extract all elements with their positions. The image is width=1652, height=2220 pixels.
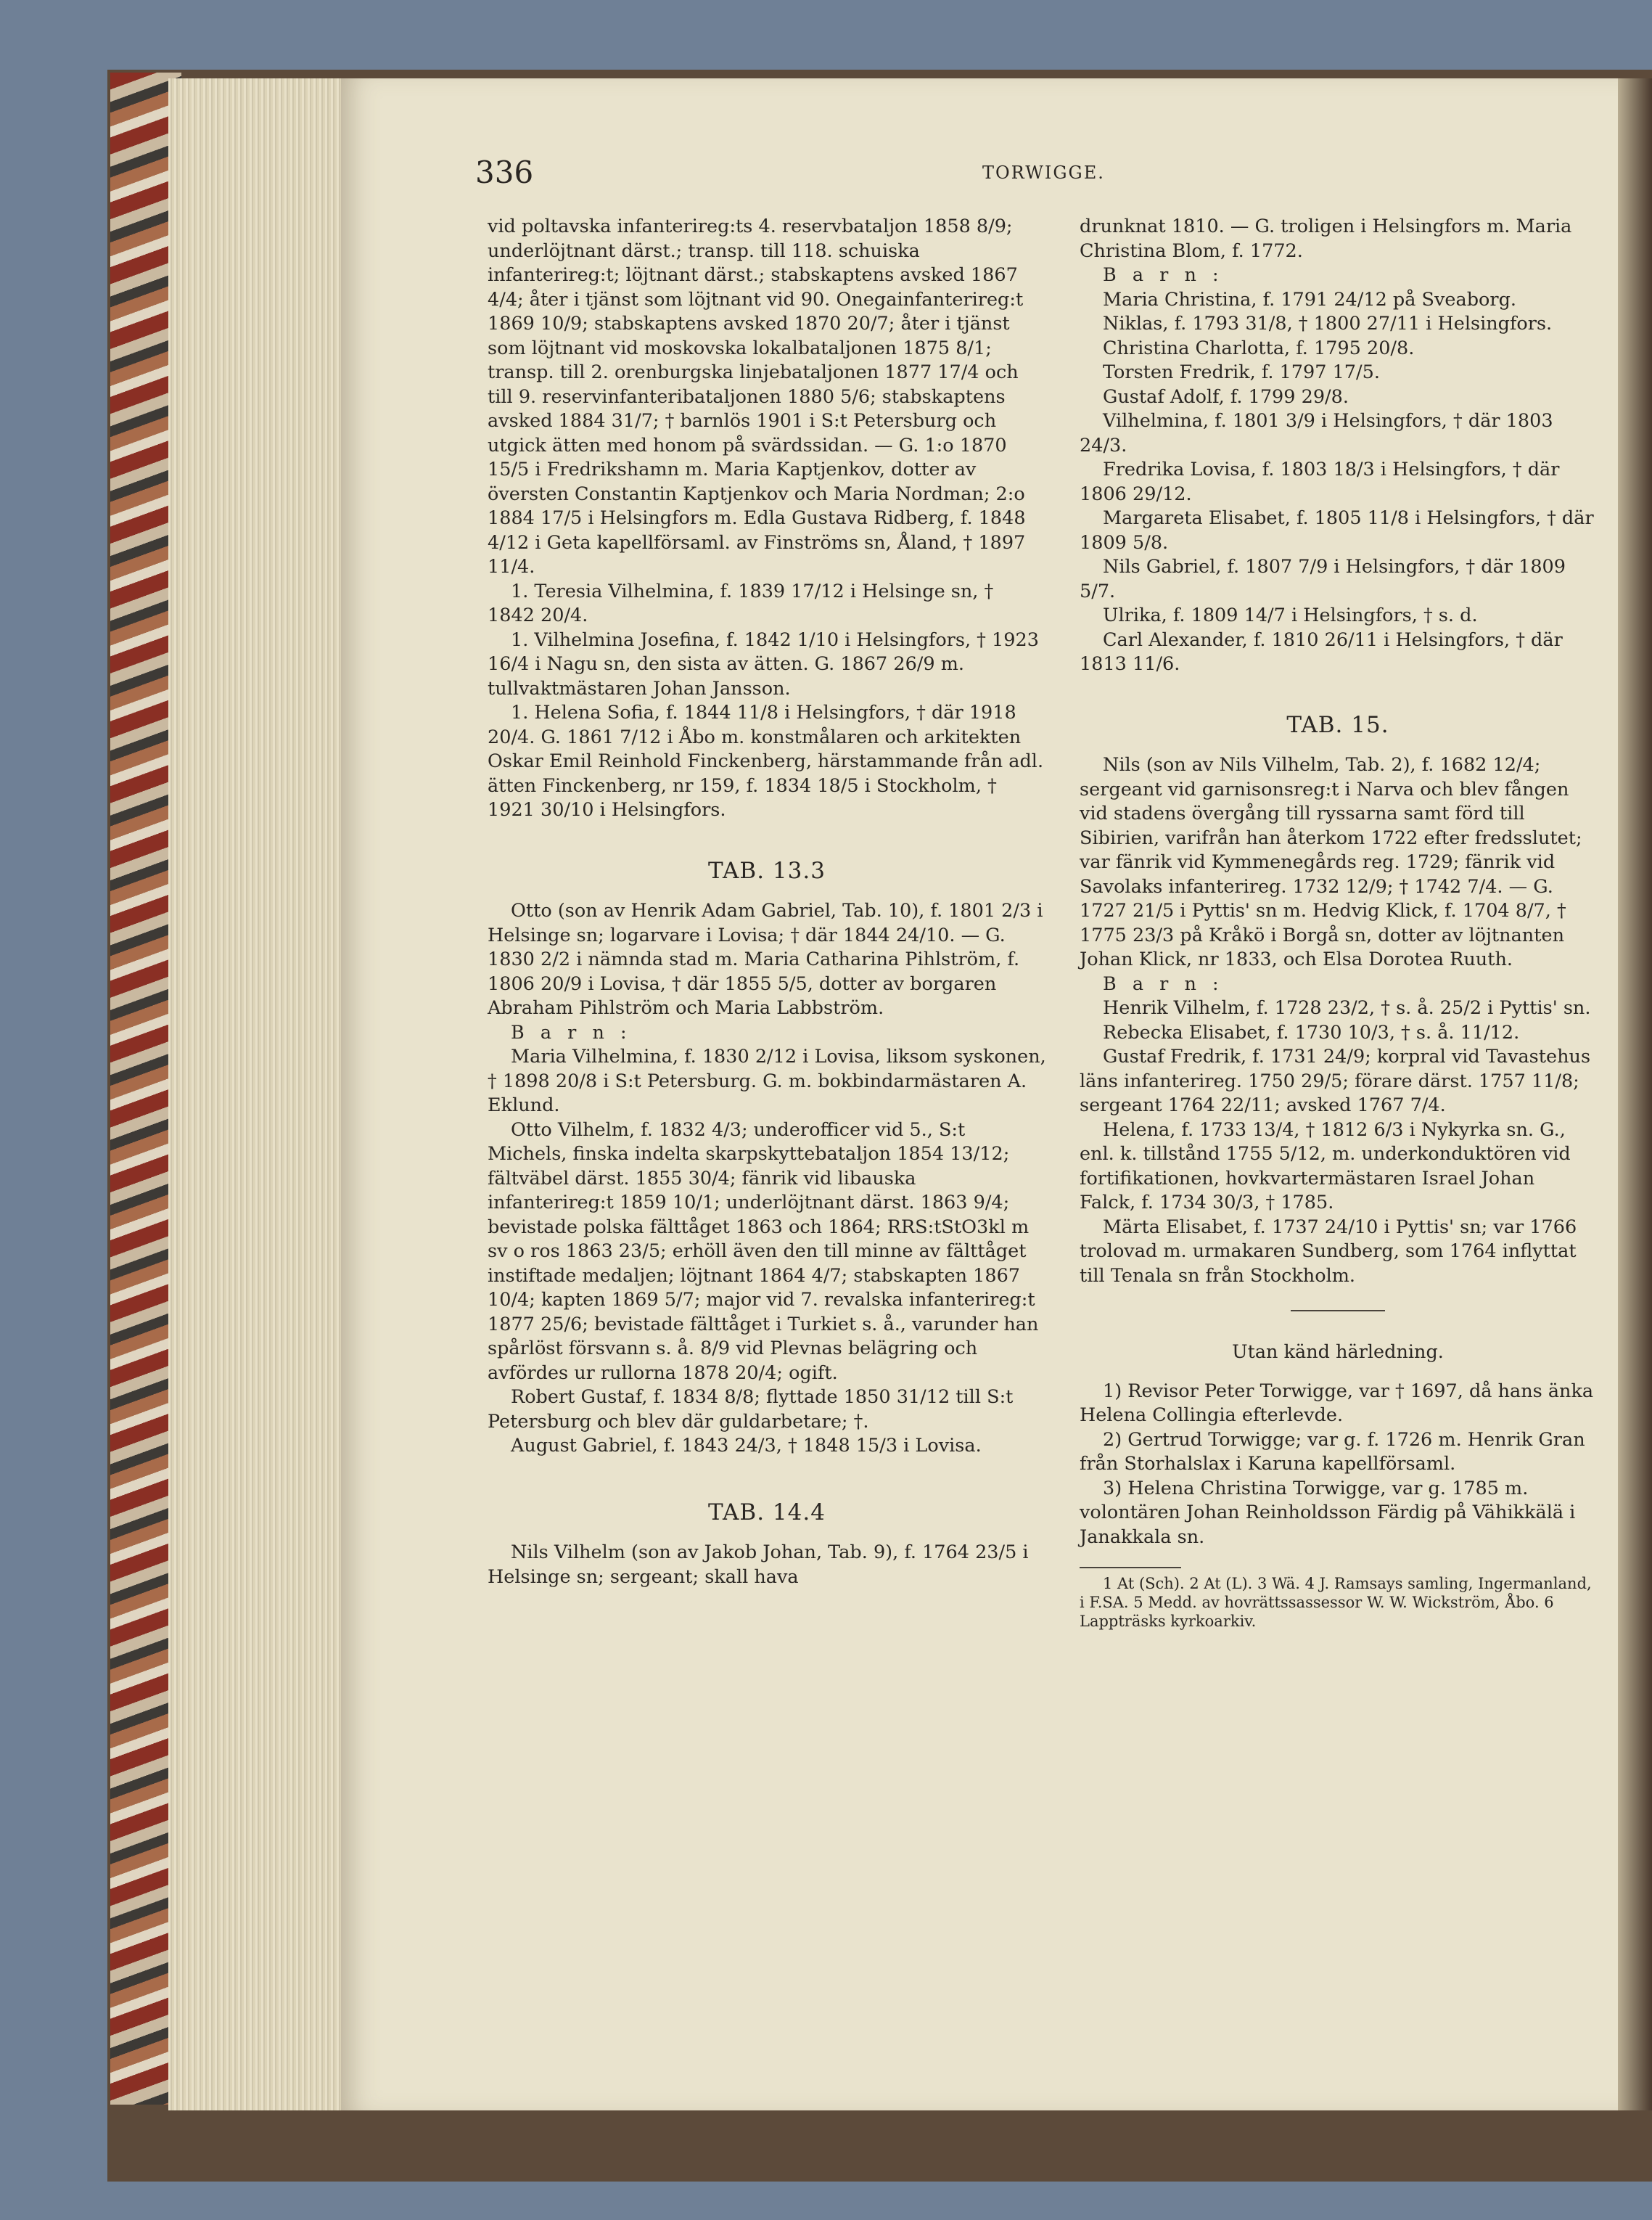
paragraph: Torsten Fredrik, f. 1797 17/5. [1103, 361, 1380, 383]
paragraph: Märta Elisabet, f. 1737 24/10 i Pyttis' sn; var 1766 trolovad m. urmakaren Sundberg, som 1764 inflyttat till Tenala sn från Stockholm. [1080, 1216, 1577, 1287]
paragraph: 1) Revisor Peter Torwigge, var † 1697, då hans änka Helena Collingia efterlevde. [1080, 1380, 1594, 1426]
footnotes: 1 At (Sch). 2 At (L). 3 Wä. 4 J. Ramsays samling, Ingermanland, i F.SA. 5 Medd. av hovrättssassessor W. W. Wickström, Åbo. 6 Lappträsks kyrkoarkiv. [1080, 1575, 1592, 1630]
paragraph: 1. Helena Sofia, f. 1844 11/8 i Helsingfors, † där 1918 20/4. G. 1861 7/12 i Åbo m. konstmålaren och arkitekten Oskar Emil Reinhold Finckenberg, härstammande från adl. ätten Finckenberg, nr 159, f. 1834 18/5 i Stockholm, † 1921 30/10 i Helsingfors. [488, 702, 1044, 821]
paragraph: Carl Alexander, f. 1810 26/11 i Helsingfors, † där 1813 11/6. [1080, 628, 1563, 675]
subheading: B a r n : [511, 1021, 632, 1044]
paragraph: Henrik Vilhelm, f. 1728 23/2, † s. å. 25/2 i Pyttis' sn. [1103, 997, 1591, 1019]
left-column [488, 215, 1046, 1589]
paragraph: 1. Vilhelmina Josefina, f. 1842 1/10 i Helsingfors, † 1923 16/4 i Nagu sn, den sista av ätten. G. 1867 26/9 m. tullvaktmästaren Johan Jansson. [488, 628, 1039, 700]
paragraph: Nils Vilhelm (son av Jakob Johan, Tab. 9), f. 1764 23/5 i Helsinge sn; sergeant; skall hava [488, 1541, 1029, 1588]
paragraph: Fredrika Lovisa, f. 1803 18/3 i Helsingfors, † där 1806 29/12. [1080, 459, 1560, 505]
paragraph: vid poltavska infanterireg:ts 4. reservbataljon 1858 8/9; underlöjtnant därst.; transp. till 118. schuiska infanterireg:t; löjtnant därst.; stabskaptens avsked 1867 4/4; åter i tjänst som löjtnant vid 90. Onegainfanterireg:t 1869 10/9; stabskaptens avsked 1870 20/7; åter i tjänst som löjtnant vid moskovska lokalbataljonen 1875 8/1; transp. till 2. orenburgska linjebataljonen 1877 17/4 och till 9. reservinfanteribataljonen 1880 5/6; stabskaptens avsked 1884 31/7; † barnlös 1901 i S:t Petersburg och utgick ätten med honom på svärdssidan. — G. 1:o 1870 15/5 i Fredrikshamn m. Maria Kaptjenkov, dotter av översten Constantin Kaptjenkov och Maria Nordman; 2:o 1884 17/5 i Helsingfors m. Edla Gustava Ridberg, f. 1848 4/12 i Geta kapellförsaml. av Finströms sn, Åland, † 1897 11/4. [488, 216, 1026, 578]
paragraph: Maria Christina, f. 1791 24/12 på Sveaborg. [1103, 288, 1517, 311]
right-column [1080, 215, 1596, 1631]
paragraph: August Gabriel, f. 1843 24/3, † 1848 15/3 i Lovisa. [511, 1435, 982, 1457]
paragraph: Robert Gustaf, f. 1834 8/8; flyttade 1850 31/12 till S:t Petersburg och blev där guldarbetare; †. [488, 1386, 1014, 1433]
paragraph: Rebecka Elisabet, f. 1730 10/3, † s. å. 11/12. [1103, 1021, 1520, 1044]
page-edges [168, 78, 341, 2110]
section-heading: TAB. 14.4 [708, 1499, 826, 1525]
paragraph: Otto Vilhelm, f. 1832 4/3; underofficer vid 5., S:t Michels, finska indelta skarpskyttebataljon 1854 13/12; fältväbel därst. 1855 30/4; fänrik vid libauska infanterireg:t 1859 10/1; underlöjtnant därst. 1863 9/4; bevistade polska fälttåget 1863 och 1864; RRS:tStO3kl m sv o ros 1863 23/5; erhöll även den till minne av fälttåget instiftade medaljen; löjtnant 1864 4/7; stabskapten 1867 10/4; kapten 1869 5/7; major vid 7. revalska infanterireg:t 1877 25/6; bevistade fälttåget i Turkiet s. å., varunder han spårlöst försvann s. å. 8/9 vid Plevnas belägring och avfördes ur rullorna 1878 20/4; ogift. [488, 1118, 1039, 1384]
paragraph: 2) Gertrud Torwigge; var g. f. 1726 m. Henrik Gran från Storhalslax i Karuna kapellförsaml. [1080, 1428, 1585, 1475]
paragraph: Otto (son av Henrik Adam Gabriel, Tab. 10), f. 1801 2/3 i Helsinge sn; logarvare i Lovisa; † där 1844 24/10. — G. 1830 2/2 i nämnda stad m. Maria Catharina Pihlström, f. 1806 20/9 i Lovisa, † där 1855 5/5, dotter av borgaren Abraham Pihlström och Maria Labbström. [488, 900, 1043, 1019]
divider [1291, 1310, 1385, 1311]
footnote-divider [1080, 1567, 1181, 1568]
section-heading: TAB. 15. [1286, 711, 1389, 738]
right-gutter [1618, 78, 1652, 2110]
section-heading: Utan känd härledning. [1232, 1341, 1444, 1363]
running-head: TORWIGGE. [982, 163, 1105, 183]
paragraph: Niklas, f. 1793 31/8, † 1800 27/11 i Helsingfors. [1103, 313, 1553, 335]
paragraph: Nils (son av Nils Vilhelm, Tab. 2), f. 1682 12/4; sergeant vid garnisonsreg:t i Narva och blev fången vid stadens övergång till ryssarna samt förd till Sibirien, varifrån han återkom 1722 efter fredsslutet; var fänrik vid Kymmenegårds reg. 1729; fänrik vid Savolaks infanterireg. 1732 12/9; † 1742 7/4. — G. 1727 21/5 i Pyttis' sn m. Hedvig Klick, f. 1704 8/7, † 1775 23/3 på Kråkö i Borgå sn, dotter av löjtnanten Johan Klick, nr 1833, och Elsa Dorotea Ruuth. [1080, 754, 1582, 970]
paragraph: Helena, f. 1733 13/4, † 1812 6/3 i Nykyrka sn. G., enl. k. tillstånd 1755 5/12, m. underkonduktören vid fortifikationen, hovkvartermästaren Israel Johan Falck, f. 1734 30/3, † 1785. [1080, 1118, 1571, 1213]
paragraph: Maria Vilhelmina, f. 1830 2/12 i Lovisa, liksom syskonen, † 1898 20/8 i S:t Petersburg. G. m. bokbindarmästaren A. Eklund. [488, 1046, 1046, 1116]
subheading: B a r n : [1103, 264, 1224, 286]
paragraph: Nils Gabriel, f. 1807 7/9 i Helsingfors, † där 1809 5/7. [1080, 556, 1566, 602]
paragraph: 3) Helena Christina Torwigge, var g. 1785 m. volontären Johan Reinholdsson Färdig på Vähikkälä i Janakkala sn. [1080, 1477, 1576, 1548]
subheading: B a r n : [1103, 972, 1224, 995]
page-number: 336 [475, 155, 534, 190]
paragraph: drunknat 1810. — G. troligen i Helsingfors m. Maria Christina Blom, f. 1772. [1080, 216, 1572, 262]
paragraph: Vilhelmina, f. 1801 3/9 i Helsingfors, † där 1803 24/3. [1080, 410, 1553, 456]
paragraph: Gustaf Fredrik, f. 1731 24/9; korpral vid Tavastehus läns infanterireg. 1750 29/5; förare därst. 1757 11/8; sergeant 1764 22/11; avsked 1767 7/4. [1080, 1046, 1591, 1116]
paragraph: Ulrika, f. 1809 14/7 i Helsingfors, † s. d. [1103, 605, 1478, 626]
paragraph: Gustaf Adolf, f. 1799 29/8. [1103, 385, 1349, 408]
paragraph: Christina Charlotta, f. 1795 20/8. [1103, 337, 1415, 359]
section-heading: TAB. 13.3 [708, 857, 826, 884]
paragraph: 1. Teresia Vilhelmina, f. 1839 17/12 i Helsinge sn, † 1842 20/4. [488, 580, 994, 626]
paragraph: Margareta Elisabet, f. 1805 11/8 i Helsingfors, † där 1809 5/8. [1080, 507, 1594, 554]
